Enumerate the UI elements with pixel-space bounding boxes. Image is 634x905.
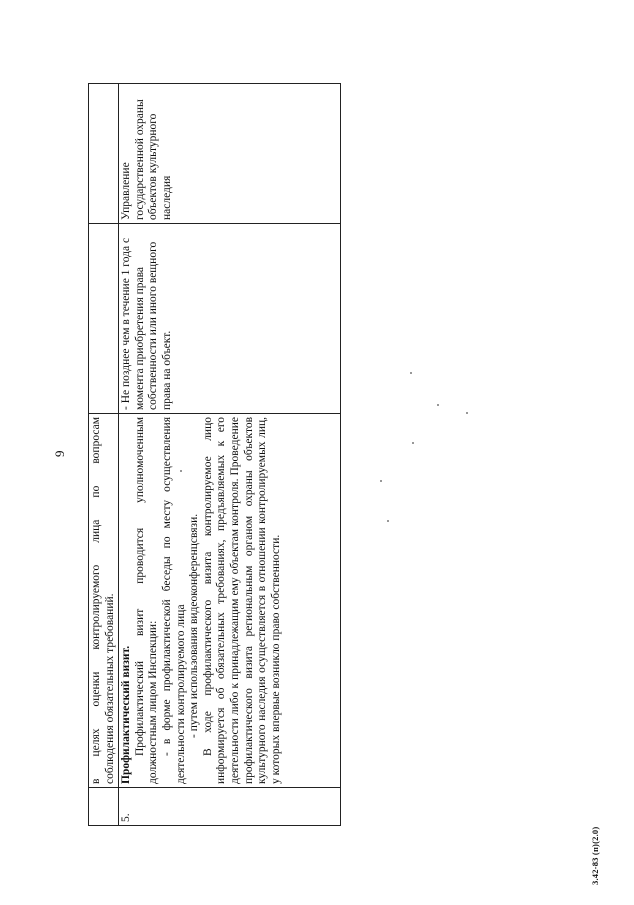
measure-text-line: в целях оценки контролируемого лица по вопросам bbox=[90, 417, 102, 784]
measures-table bbox=[88, 83, 341, 826]
measure-title: Профилактический визит. bbox=[120, 645, 133, 784]
measure-paragraph: - путем использования видеоконференцсвязи. bbox=[188, 513, 201, 738]
scan-speck bbox=[380, 480, 382, 482]
measure-paragraph: В ходе профилактического визита контролируемое лицо информируется об обязательных требованиях, предъявляемых к его деятельности либо к принадлежащим ему объектам контроля. Проведение профилактического визита региональным органом охраны объектов культурного наследия осуществляется в отношении контролируемых лиц, у которых впервые возникло право собственности. bbox=[201, 417, 282, 784]
footer-code: 3.42-83 (п)(2.0) bbox=[590, 826, 600, 885]
scan-speck bbox=[437, 404, 439, 406]
term-cell bbox=[89, 224, 119, 414]
page-number: 9 bbox=[52, 450, 67, 457]
scan-speck bbox=[410, 372, 412, 374]
measure-cell bbox=[89, 414, 119, 788]
measure-text-line: соблюдения обязательных требований. bbox=[103, 593, 116, 784]
measure-cell bbox=[119, 414, 341, 788]
table-row bbox=[119, 84, 341, 826]
scan-speck bbox=[180, 470, 182, 472]
row-number-cell bbox=[89, 788, 119, 826]
responsible-cell bbox=[89, 84, 119, 224]
table-row bbox=[89, 84, 119, 826]
measure-paragraph: Профилактический визит проводится уполномоченным должностным лицом Инспекции: bbox=[133, 417, 160, 784]
term-cell: - Не позднее чем в течение 1 года с момента приобретения права собственности или иного вещного права на объект. bbox=[119, 224, 341, 414]
responsible-cell: Управление государственной охраны объектов культурного наследия bbox=[119, 84, 341, 224]
row-number-cell: 5. bbox=[119, 788, 341, 826]
scan-speck bbox=[387, 520, 389, 522]
scan-speck bbox=[412, 442, 414, 444]
scan-speck bbox=[466, 412, 468, 414]
measure-paragraph: - в форме профилактической беседы по месту осуществления деятельности контролируемого лица bbox=[160, 417, 187, 784]
